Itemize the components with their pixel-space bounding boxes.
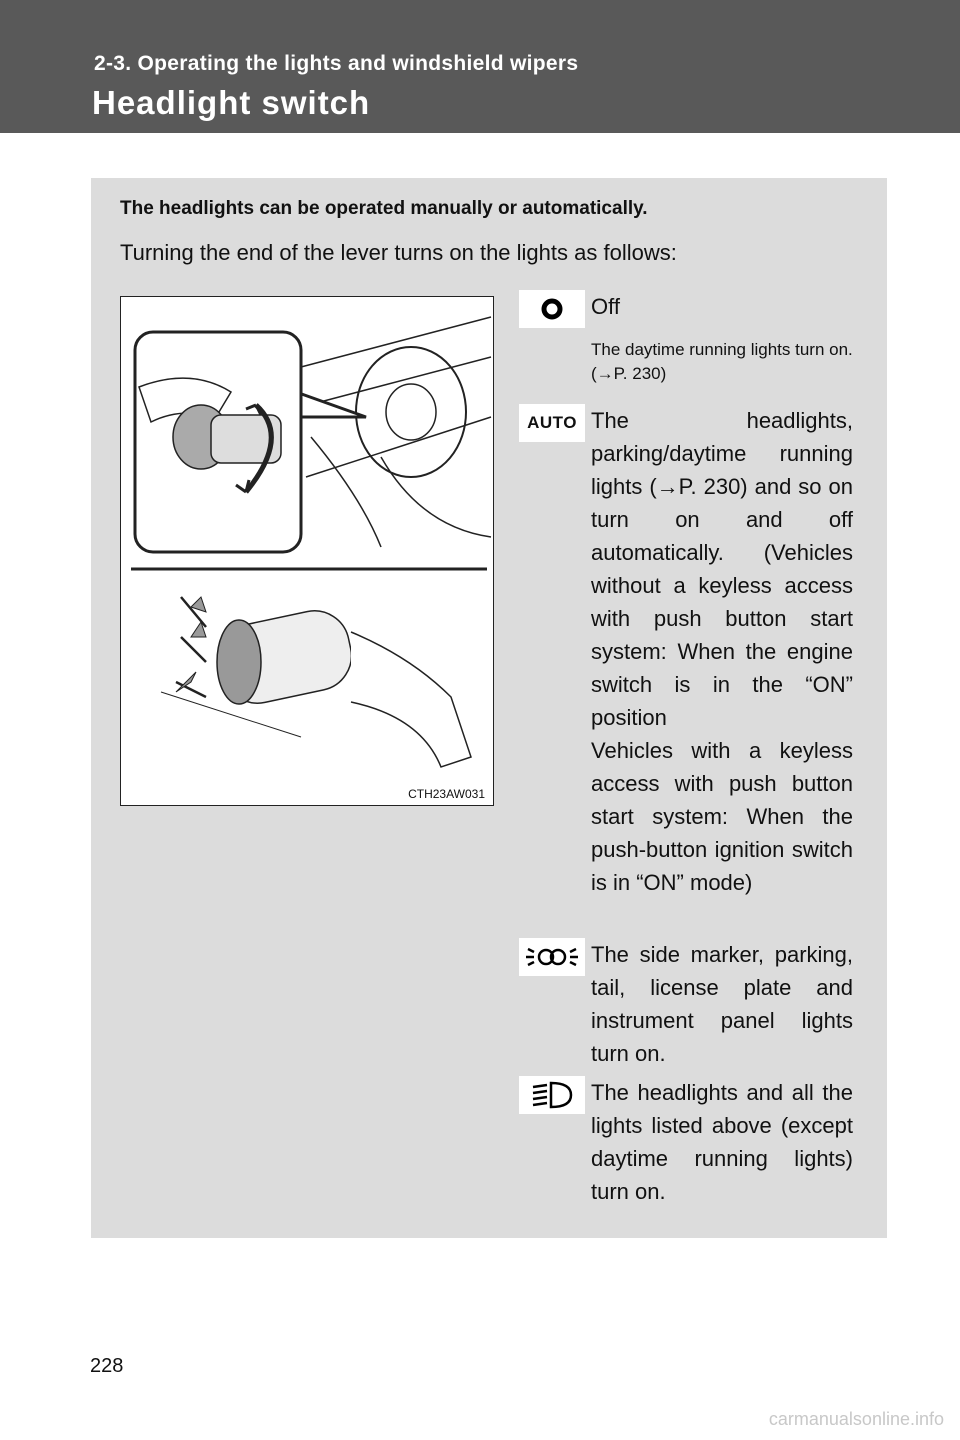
watermark: carmanualsonline.info — [768, 1409, 944, 1429]
daytime-note: The daytime running lights turn on. (→P. 230) — [591, 340, 853, 383]
lever-drawing — [121, 297, 495, 807]
side-marker-icon — [519, 938, 585, 976]
page-number: 228 — [90, 1355, 124, 1377]
headlight-description: The headlights and all the lights listed above (except daytime running lights) turn on. — [591, 1080, 853, 1204]
headlight-icon — [519, 1076, 585, 1114]
auto-description: The headlights, parking/daytime running lights (→P. 230) and so on turn on and off automatically. (Vehicles without a keyless access with push button start system: When the engine switch is in the “ON” position Vehicles with a keyless access with push button start system: When the push-button ignition switch is in “ON” mode) — [591, 408, 853, 895]
section-heading: 2-3. Operating the lights and windshield wipers — [94, 52, 579, 75]
page-header — [0, 0, 960, 133]
off-icon — [519, 290, 585, 328]
lead-text: Turning the end of the lever turns on the lights as follows: — [120, 240, 677, 265]
auto-icon-label: AUTO — [527, 413, 577, 432]
content-panel — [91, 178, 887, 1238]
figure-code: CTH23AW031 — [408, 787, 485, 801]
auto-icon — [519, 404, 585, 442]
page-title: Headlight switch — [92, 84, 371, 121]
intro-text: The headlights can be operated manually or automatically. — [120, 198, 648, 219]
side-marker-description: The side marker, parking, tail, license plate and instrument panel lights turn on. — [591, 942, 853, 1066]
lever-illustration — [120, 296, 494, 806]
off-label: Off — [591, 294, 620, 319]
